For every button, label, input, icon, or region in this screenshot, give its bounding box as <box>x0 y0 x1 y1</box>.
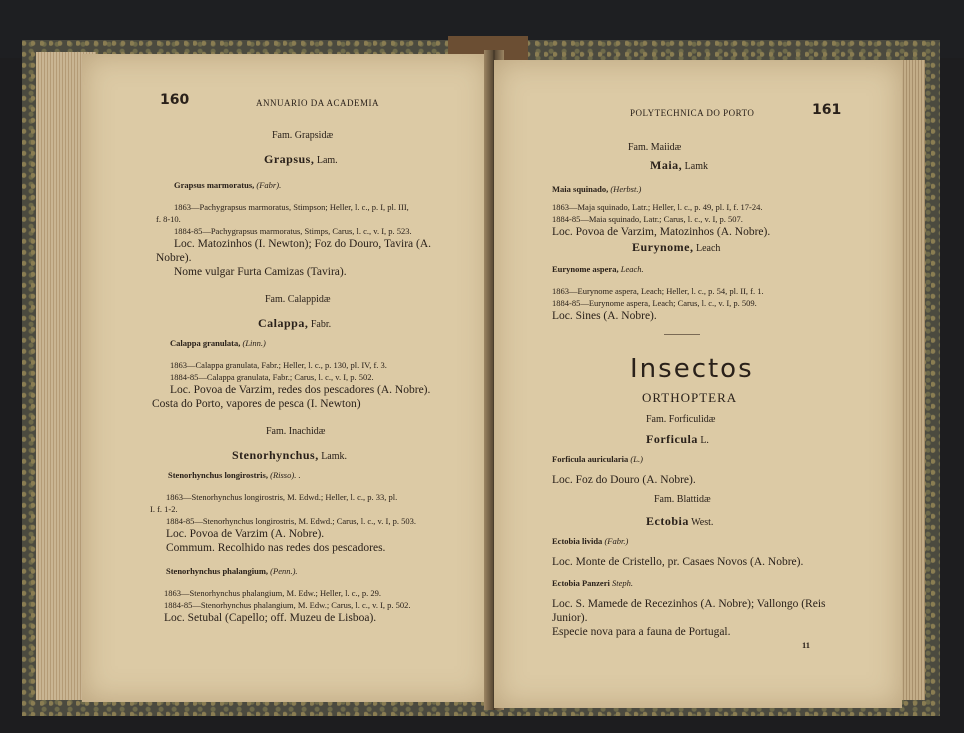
family-heading <box>272 130 333 141</box>
line-text: Stenorhynchus longirostris, <box>168 470 268 480</box>
species-heading <box>168 470 301 480</box>
text-line <box>166 542 385 554</box>
line-text: Stenorhynchus phalangium, <box>166 566 269 576</box>
line-text: Ectobia livida <box>552 536 603 546</box>
family-heading <box>628 142 681 153</box>
line-text: 1884-85—Maia squinado, Latr.; Carus, l. c., v. I, p. 507. <box>552 214 743 224</box>
line-text: Fam. Calappidæ <box>265 294 331 305</box>
species-heading <box>166 566 298 576</box>
text-line <box>552 474 696 486</box>
line-text: 1884-85—Calappa granulata, Fabr.; Carus, l. c., v. I, p. 502. <box>170 372 374 382</box>
text-line <box>174 238 431 250</box>
line-text: 1863—Stenorhynchus phalangium, M. Edw.; Heller, l. c., p. 29. <box>164 588 382 598</box>
text-line <box>552 598 825 610</box>
line-text: Stenorhynchus, <box>232 448 319 462</box>
text-line <box>156 252 191 264</box>
text-line <box>552 310 657 322</box>
line-text: Forficula auricularia <box>552 454 629 464</box>
reference-line <box>156 214 181 224</box>
line-text: Loc. Setubal (Capello; off. Muzeu de Lisboa). <box>164 612 377 624</box>
line-text: 1884-85—Stenorhynchus phalangium, M. Edw.; Carus, l. c., v. I, p. 502. <box>164 600 411 610</box>
line-text: Fam. Grapsidæ <box>272 130 334 141</box>
line-text: 1863—Stenorhynchus longirostris, M. Edwd.; Heller, l. c., p. 33, pl. <box>166 492 398 502</box>
line-text: Fam. Forficulidæ <box>646 414 716 425</box>
page-number: 160 <box>160 92 190 108</box>
line-text: Loc. Sines (A. Nobre). <box>552 310 657 322</box>
authority-text: Leach. <box>618 264 644 274</box>
authority-text: Leach <box>693 243 721 254</box>
line-text: Forficula <box>646 432 698 446</box>
reference-line <box>552 214 743 224</box>
line-text: Maia squinado, <box>552 184 609 194</box>
authority-text: (Linn.) <box>240 338 266 348</box>
species-heading <box>552 184 641 194</box>
text-line <box>152 398 361 410</box>
line-text: Eurynome aspera, <box>552 264 619 274</box>
line-text: Loc. Povoa de Varzim, redes dos pescadores (A. Nobre). <box>170 384 431 396</box>
line-text: 1863—Eurynome aspera, Leach; Heller, l. c., p. 54, pl. II, f. 1. <box>552 286 764 296</box>
line-text: Insectos <box>630 354 754 384</box>
authority-text: (Penn.). <box>268 566 298 576</box>
species-heading <box>552 454 643 464</box>
text-line <box>552 626 731 638</box>
authority-text: Fabr. <box>308 319 332 330</box>
line-text: Loc. Monte de Cristello, pr. Casaes Novos (A. Nobre). <box>552 556 804 568</box>
authority-text: (Fabr). <box>254 180 282 190</box>
reference-line <box>552 202 762 212</box>
species-heading <box>552 264 644 274</box>
line-text: 1884-85—Pachygrapsus marmoratus, Stimps, Carus, l. c., v. I, p. 523. <box>174 226 412 236</box>
reference-line <box>166 516 416 526</box>
running-head: ANNUARIO DA ACADEMIA <box>256 98 380 108</box>
authority-text: L. <box>697 435 709 446</box>
line-text: Costa do Porto, vapores de pesca (I. Newton) <box>152 398 361 410</box>
line-text: Loc. S. Mamede de Recezinhos (A. Nobre); Vallongo (Reis <box>552 598 826 610</box>
line-text: Calappa, <box>258 316 309 330</box>
line-text: 1884-85—Stenorhynchus longirostris, M. Edwd.; Carus, l. c., v. I, p. 503. <box>166 516 416 526</box>
species-heading <box>552 536 628 546</box>
species-heading <box>552 578 633 588</box>
line-text: ORTHOPTERA <box>642 390 738 405</box>
line-text: Fam. Inachidæ <box>266 426 326 437</box>
authority-text: Lamk <box>682 161 708 172</box>
left-page <box>82 54 490 702</box>
family-heading <box>266 426 325 437</box>
line-text: 1863—Maja squinado, Latr.; Heller, l. c., p. 49, pl. I, f. 17-24. <box>552 202 763 212</box>
genus-heading <box>650 158 708 173</box>
line-text: 1863—Pachygrapsus marmoratus, Stimpson; Heller, l. c., p. I, pl. III, <box>174 202 409 212</box>
genus-heading <box>258 316 331 331</box>
line-text: Commum. Recolhido nas redes dos pescadores. <box>166 542 386 554</box>
reference-line <box>174 202 409 212</box>
line-text: Loc. Povoa de Varzim (A. Nobre). <box>166 528 325 540</box>
authority-text: (Herbst.) <box>608 184 642 194</box>
text-line <box>552 612 587 624</box>
genus-heading <box>632 240 720 255</box>
family-heading <box>265 294 331 305</box>
reference-line <box>166 492 397 502</box>
line-text: Eurynome, <box>632 240 694 254</box>
text-line <box>174 266 347 278</box>
line-text: Grapsus marmoratus, <box>174 180 255 190</box>
section-divider <box>664 334 700 335</box>
authority-text: (Fabr.) <box>602 536 629 546</box>
reference-line <box>164 600 411 610</box>
reference-line <box>174 226 412 236</box>
line-text: Maia, <box>650 158 683 172</box>
text-line <box>164 612 376 624</box>
line-text: Grapsus, <box>264 152 315 166</box>
section-heading <box>630 354 754 384</box>
line-text: Ectobia <box>646 514 689 528</box>
page-number: 161 <box>812 102 842 118</box>
genus-heading <box>646 514 713 529</box>
line-text: f. 8-10. <box>156 214 181 224</box>
genus-heading <box>264 152 338 167</box>
family-heading <box>654 494 711 505</box>
section-heading <box>642 390 737 406</box>
line-text: Especie nova para a fauna de Portugal. <box>552 626 731 638</box>
line-text: 1863—Calappa granulata, Fabr.; Heller, l. c., p. 130, pl. IV, f. 3. <box>170 360 387 370</box>
species-heading <box>170 338 266 348</box>
line-text: Fam. Maiidæ <box>628 142 682 153</box>
authority-text: (L.) <box>628 454 643 464</box>
reference-line <box>170 372 374 382</box>
line-text: 1884-85—Eurynome aspera, Leach; Carus, l. c., v. I, p. 509. <box>552 298 757 308</box>
reference-line <box>150 504 178 514</box>
line-text: Nome vulgar Furta Camizas (Tavira). <box>174 266 347 278</box>
text-line <box>170 384 430 396</box>
signature-mark: 11 <box>802 640 811 650</box>
reference-line <box>164 588 381 598</box>
line-text: Calappa granulata, <box>170 338 241 348</box>
text-line <box>552 226 770 238</box>
line-text: Nobre). <box>156 252 192 264</box>
line-text: I. f. 1-2. <box>150 504 178 514</box>
text-line <box>552 556 803 568</box>
line-text: Loc. Foz do Douro (A. Nobre). <box>552 474 696 486</box>
family-heading <box>646 414 715 425</box>
authority-text: Steph. <box>609 578 633 588</box>
line-text: Fam. Blattidæ <box>654 494 711 505</box>
reference-line <box>552 286 764 296</box>
running-head: POLYTECHNICA DO PORTO <box>630 108 755 118</box>
genus-heading <box>232 448 347 463</box>
right-page <box>494 60 902 708</box>
text-line <box>166 528 324 540</box>
species-heading <box>174 180 281 190</box>
reference-line <box>170 360 387 370</box>
authority-text: West. <box>688 517 714 528</box>
line-text: Junior). <box>552 612 588 624</box>
authority-text: Lam. <box>314 155 338 166</box>
authority-text: Lamk. <box>318 451 348 462</box>
genus-heading <box>646 432 709 447</box>
reference-line <box>552 298 757 308</box>
authority-text: (Risso). . <box>267 470 301 480</box>
line-text: Loc. Povoa de Varzim, Matozinhos (A. Nobre). <box>552 226 771 238</box>
line-text: Loc. Matozinhos (I. Newton); Foz do Douro, Tavira (A. <box>174 238 432 250</box>
line-text: Ectobia Panzeri <box>552 578 610 588</box>
